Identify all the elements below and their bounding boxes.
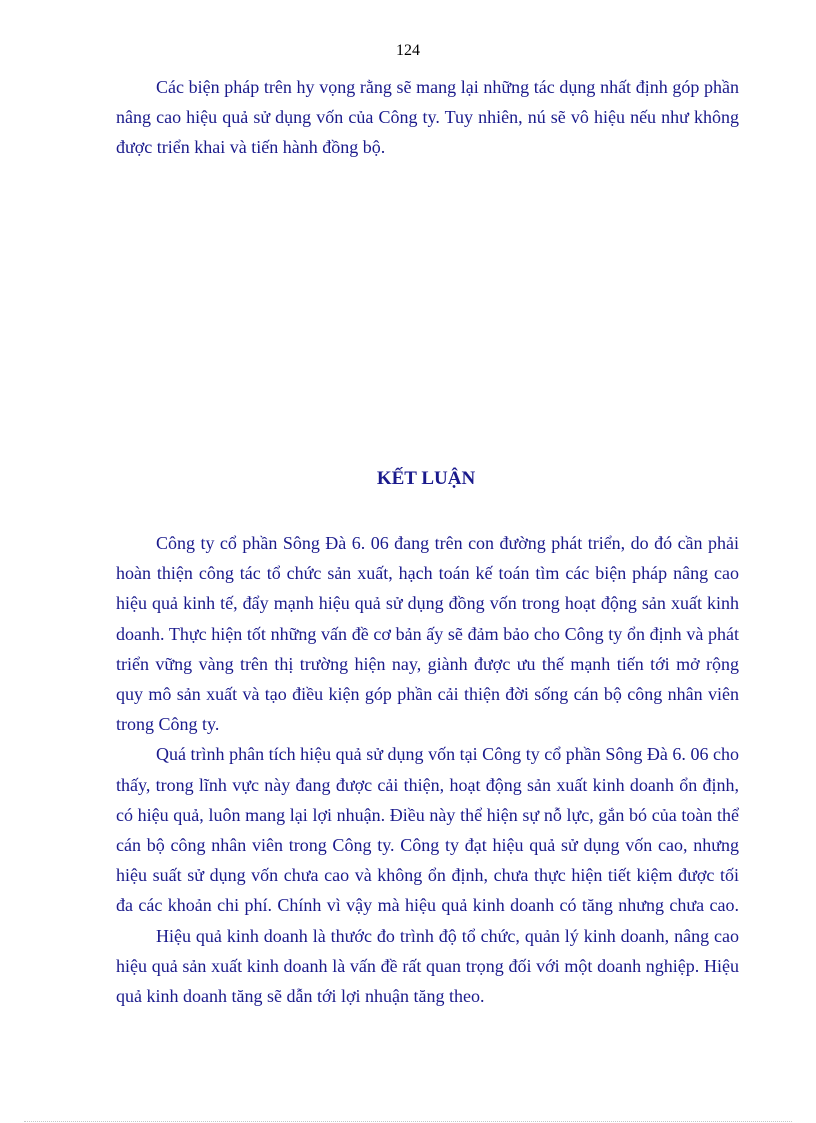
page-bottom-divider	[24, 1121, 792, 1122]
conclusion-title: KẾT LUẬN	[376, 468, 476, 489]
conclusion-paragraph: Hiệu quả kinh doanh là thước đo trình độ tổ chức, quản lý kinh doanh, nâng cao hiệu quả sản xuất kinh doanh là vấn đề rất quan trọng đối với một doanh nghiệp. Hiệu quả kinh doanh tăng sẽ dẫn tới lợi nhuận tăng theo.	[116, 925, 739, 1007]
intro-section	[116, 72, 739, 163]
intro-paragraph: Các biện pháp trên hy vọng rằng sẽ mang lại những tác dụng nhất định góp phần nâng cao hiệu quả sử dụng vốn của Công ty. Tuy nhiên, nú sẽ vô hiệu nếu như không được triển khai và tiến hành đồng bộ.	[116, 77, 739, 158]
conclusion-body	[116, 528, 739, 1011]
page-number: 124	[396, 42, 420, 59]
conclusion-paragraph: Công ty cổ phần Sông Đà 6. 06 đang trên con đường phát triển, do đó cần phải hoàn thiện công tác tổ chức sản xuất, hạch toán kế toán tìm các biện pháp nâng cao hiệu quả kinh tế, đẩy mạnh hiệu quả sử dụng đồng vốn trong hoạt động sản xuất kinh doanh. Thực hiện tốt những vấn đề cơ bản ấy sẽ đảm bảo cho Công ty ổn định và phát triển vững vàng trên thị trường hiện nay, giành được ưu thế mạnh tiến tới mở rộng quy mô sản xuất và tạo điều kiện góp phần cải thiện đời sống cán bộ công nhân viên trong Công ty.	[116, 533, 739, 735]
conclusion-paragraph: Quá trình phân tích hiệu quả sử dụng vốn tại Công ty cổ phần Sông Đà 6. 06 cho thấy, trong lĩnh vực này đang được cải thiện, hoạt động sản xuất kinh doanh ổn định, có hiệu quả, luôn mang lại lợi nhuận. Điều này thể hiện sự nỗ lực, gắn bó của toàn thể cán bộ công nhân viên trong Công ty. Công ty đạt hiệu quả sử dụng vốn cao, nhưng hiệu suất sử dụng vốn chưa cao và không ổn định, chưa thực hiện tiết kiệm được tối đa các khoản chi phí. Chính vì vậy mà hiệu quả kinh doanh có tăng nhưng chưa cao.	[116, 744, 739, 916]
